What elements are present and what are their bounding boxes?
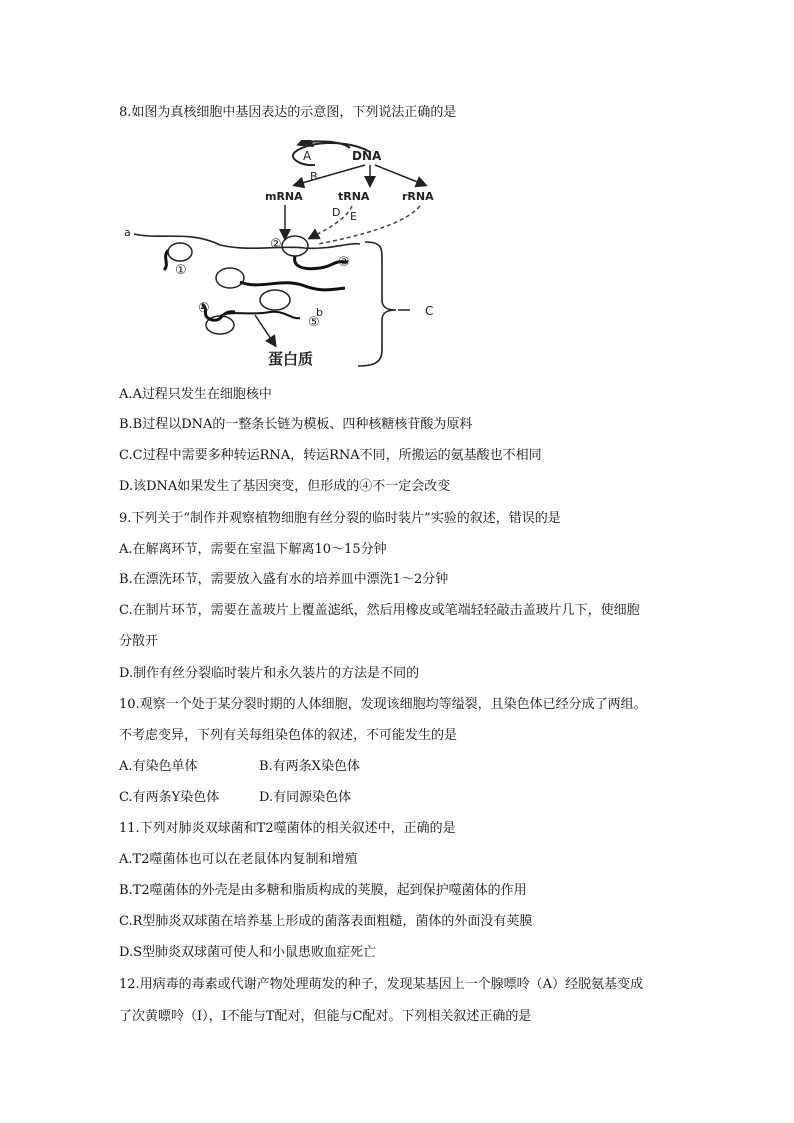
q10-option-d: D.有同源染色体	[259, 790, 352, 805]
q11-option-a: A.T2噬菌体也可以在老鼠体内复制和增殖	[119, 852, 358, 867]
q11-option-b: B.T2噬菌体的外壳是由多糖和脂质构成的荚膜，起到保护噬菌体的作用	[119, 883, 527, 898]
q12-stem-line1: 12.用病毒的毒素或代谢产物处理萌发的种子，发现某基因上一个腺嘌呤（A）经脱氨基变成	[119, 977, 644, 992]
q10-option-a: A.有染色单体	[119, 759, 198, 774]
label-5: ⑤	[308, 315, 320, 330]
bracket-c	[358, 242, 396, 366]
label-4: ④	[198, 301, 210, 316]
label-a: a	[124, 226, 131, 239]
mrna-strand	[134, 234, 360, 248]
q11-stem: 11.下列对肺炎双球菌和T2噬菌体的相关叙述中，正确的是	[119, 821, 456, 836]
q11-option-d: D.S型肺炎双球菌可使人和小鼠患败血症死亡	[119, 945, 376, 960]
label-b: b	[316, 306, 323, 319]
label-protein: 蛋白质	[268, 350, 314, 368]
q9-stem: 9.下列关于“制作并观察植物细胞有丝分裂的临时装片”实验的叙述，错误的是	[119, 511, 561, 526]
label-D: D	[332, 206, 341, 219]
q8-stem: 8.如图为真核细胞中基因表达的示意图，下列说法正确的是	[119, 105, 457, 120]
q10-stem-line1: 10.观察一个处于某分裂时期的人体细胞，发现该细胞均等缢裂，且染色体已经分成了两组。	[119, 697, 647, 712]
label-DNA: DNA	[352, 149, 382, 163]
gene-expression-diagram	[120, 140, 470, 375]
q9-option-d: D.制作有丝分裂临时装片和永久装片的方法是不同的	[119, 666, 420, 681]
label-3: ③	[338, 255, 350, 270]
q9-option-c: C.在制片环节，需要在盖玻片上覆盖滤纸，然后用橡皮或笔端轻轻敲击盖玻片几下，使细胞	[119, 603, 640, 618]
q8-option-d: D.该DNA如果发生了基因突变，但形成的④不一定会改变	[119, 479, 451, 494]
q11-option-c: C.R型肺炎双球菌在培养基上形成的菌落表面粗糙，菌体的外面没有荚膜	[119, 914, 533, 929]
label-1: ①	[175, 263, 187, 278]
q10-option-c: C.有两条Y染色体	[119, 790, 220, 805]
label-A: A	[303, 149, 312, 163]
q8-option-c: C.C过程中需要多种转运RNA，转运RNA不同，所搬运的氨基酸也不相同	[119, 448, 542, 463]
q10-stem-line2: 不考虑变异，下列有关每组染色体的叙述，不可能发生的是	[119, 728, 458, 743]
q8-option-a: A.A过程只发生在细胞核中	[119, 387, 272, 402]
q12-stem-line2: 了次黄嘌呤（I），I不能与T配对，但能与C配对。下列相关叙述正确的是	[119, 1009, 532, 1024]
q8-option-b: B.B过程以DNA的一整条长链为模板、四种核糖核苷酸为原料	[119, 417, 473, 432]
label-2: ②	[270, 237, 282, 252]
q9-option-a: A.在解离环节，需要在室温下解离10～15分钟	[119, 542, 387, 557]
label-tRNA: tRNA	[338, 190, 370, 203]
label-C: C	[425, 304, 434, 318]
q9-option-b: B.在漂洗环节，需要放入盛有水的培养皿中漂洗1～2分钟	[119, 572, 449, 587]
label-rRNA: rRNA	[402, 190, 434, 203]
label-B: B	[310, 170, 318, 183]
q10-option-b: B.有两条X染色体	[259, 759, 360, 774]
label-E: E	[350, 210, 357, 223]
q9-option-c-cont: 分散开	[119, 634, 159, 649]
label-mRNA: mRNA	[265, 190, 303, 203]
